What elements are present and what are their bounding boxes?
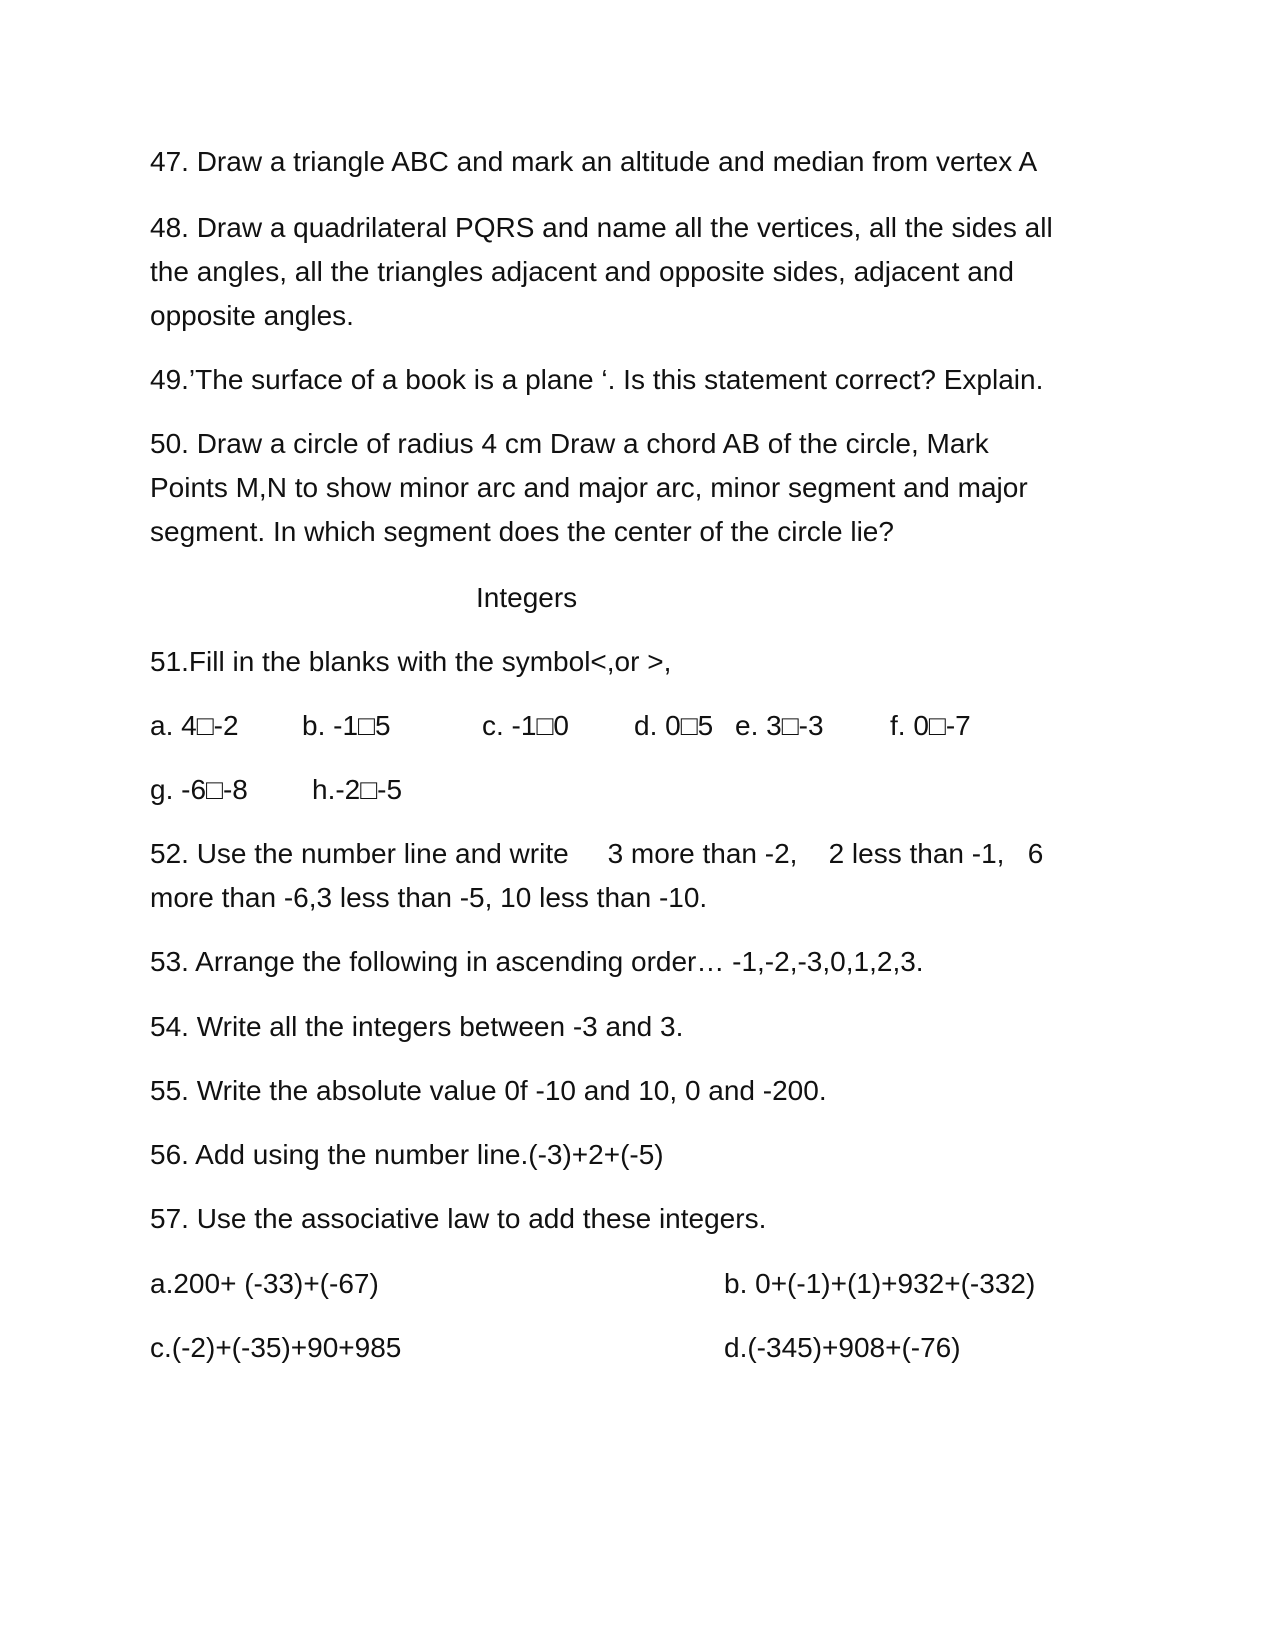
question-48-line-2: the angles, all the triangles adjacent and opposite sides, adjacent and (150, 256, 1014, 287)
option-51d: d. 0□5 (634, 710, 714, 741)
question-48-line-3: opposite angles. (150, 300, 354, 331)
question-49: 49.’The surface of a book is a plane ‘. Is this statement correct? Explain. (150, 364, 1044, 395)
question-51: 51.Fill in the blanks with the symbol<,or >, (150, 646, 672, 677)
option-57b: b. 0+(-1)+(1)+932+(-332) (724, 1268, 1036, 1299)
option-51h: h.-2□-5 (312, 774, 403, 805)
question-53: 53. Arrange the following in ascending order… -1,-2,-3,0,1,2,3. (150, 946, 924, 977)
question-50-line-2: Points M,N to show minor arc and major arc, minor segment and major (150, 472, 1028, 503)
question-50-line-1: 50. Draw a circle of radius 4 cm Draw a chord AB of the circle, Mark (150, 428, 989, 459)
question-57: 57. Use the associative law to add these integers. (150, 1203, 767, 1234)
option-51c: c. -1□0 (482, 710, 569, 741)
question-55: 55. Write the absolute value 0f -10 and 10, 0 and -200. (150, 1075, 827, 1106)
option-57d: d.(-345)+908+(-76) (724, 1332, 961, 1363)
option-51b: b. -1□5 (302, 710, 391, 741)
option-57a: a.200+ (-33)+(-67) (150, 1268, 379, 1299)
question-50-line-3: segment. In which segment does the center of the circle lie? (150, 516, 894, 547)
option-51f: f. 0□-7 (890, 710, 971, 741)
option-51g: g. -6□-8 (150, 774, 248, 805)
question-47: 47. Draw a triangle ABC and mark an altitude and median from vertex A (150, 146, 1038, 177)
option-51a: a. 4□-2 (150, 710, 239, 741)
question-52-line-1: 52. Use the number line and write 3 more than -2, 2 less than -1, 6 (150, 838, 1044, 869)
question-48-line-1: 48. Draw a quadrilateral PQRS and name all the vertices, all the sides all (150, 212, 1053, 243)
option-51e: e. 3□-3 (735, 710, 824, 741)
question-54: 54. Write all the integers between -3 and 3. (150, 1011, 684, 1042)
question-56: 56. Add using the number line.(-3)+2+(-5) (150, 1139, 664, 1170)
option-57c: c.(-2)+(-35)+90+985 (150, 1332, 402, 1363)
section-title: Integers (476, 582, 578, 613)
question-52-line-2: more than -6,3 less than -5, 10 less than -10. (150, 882, 708, 913)
